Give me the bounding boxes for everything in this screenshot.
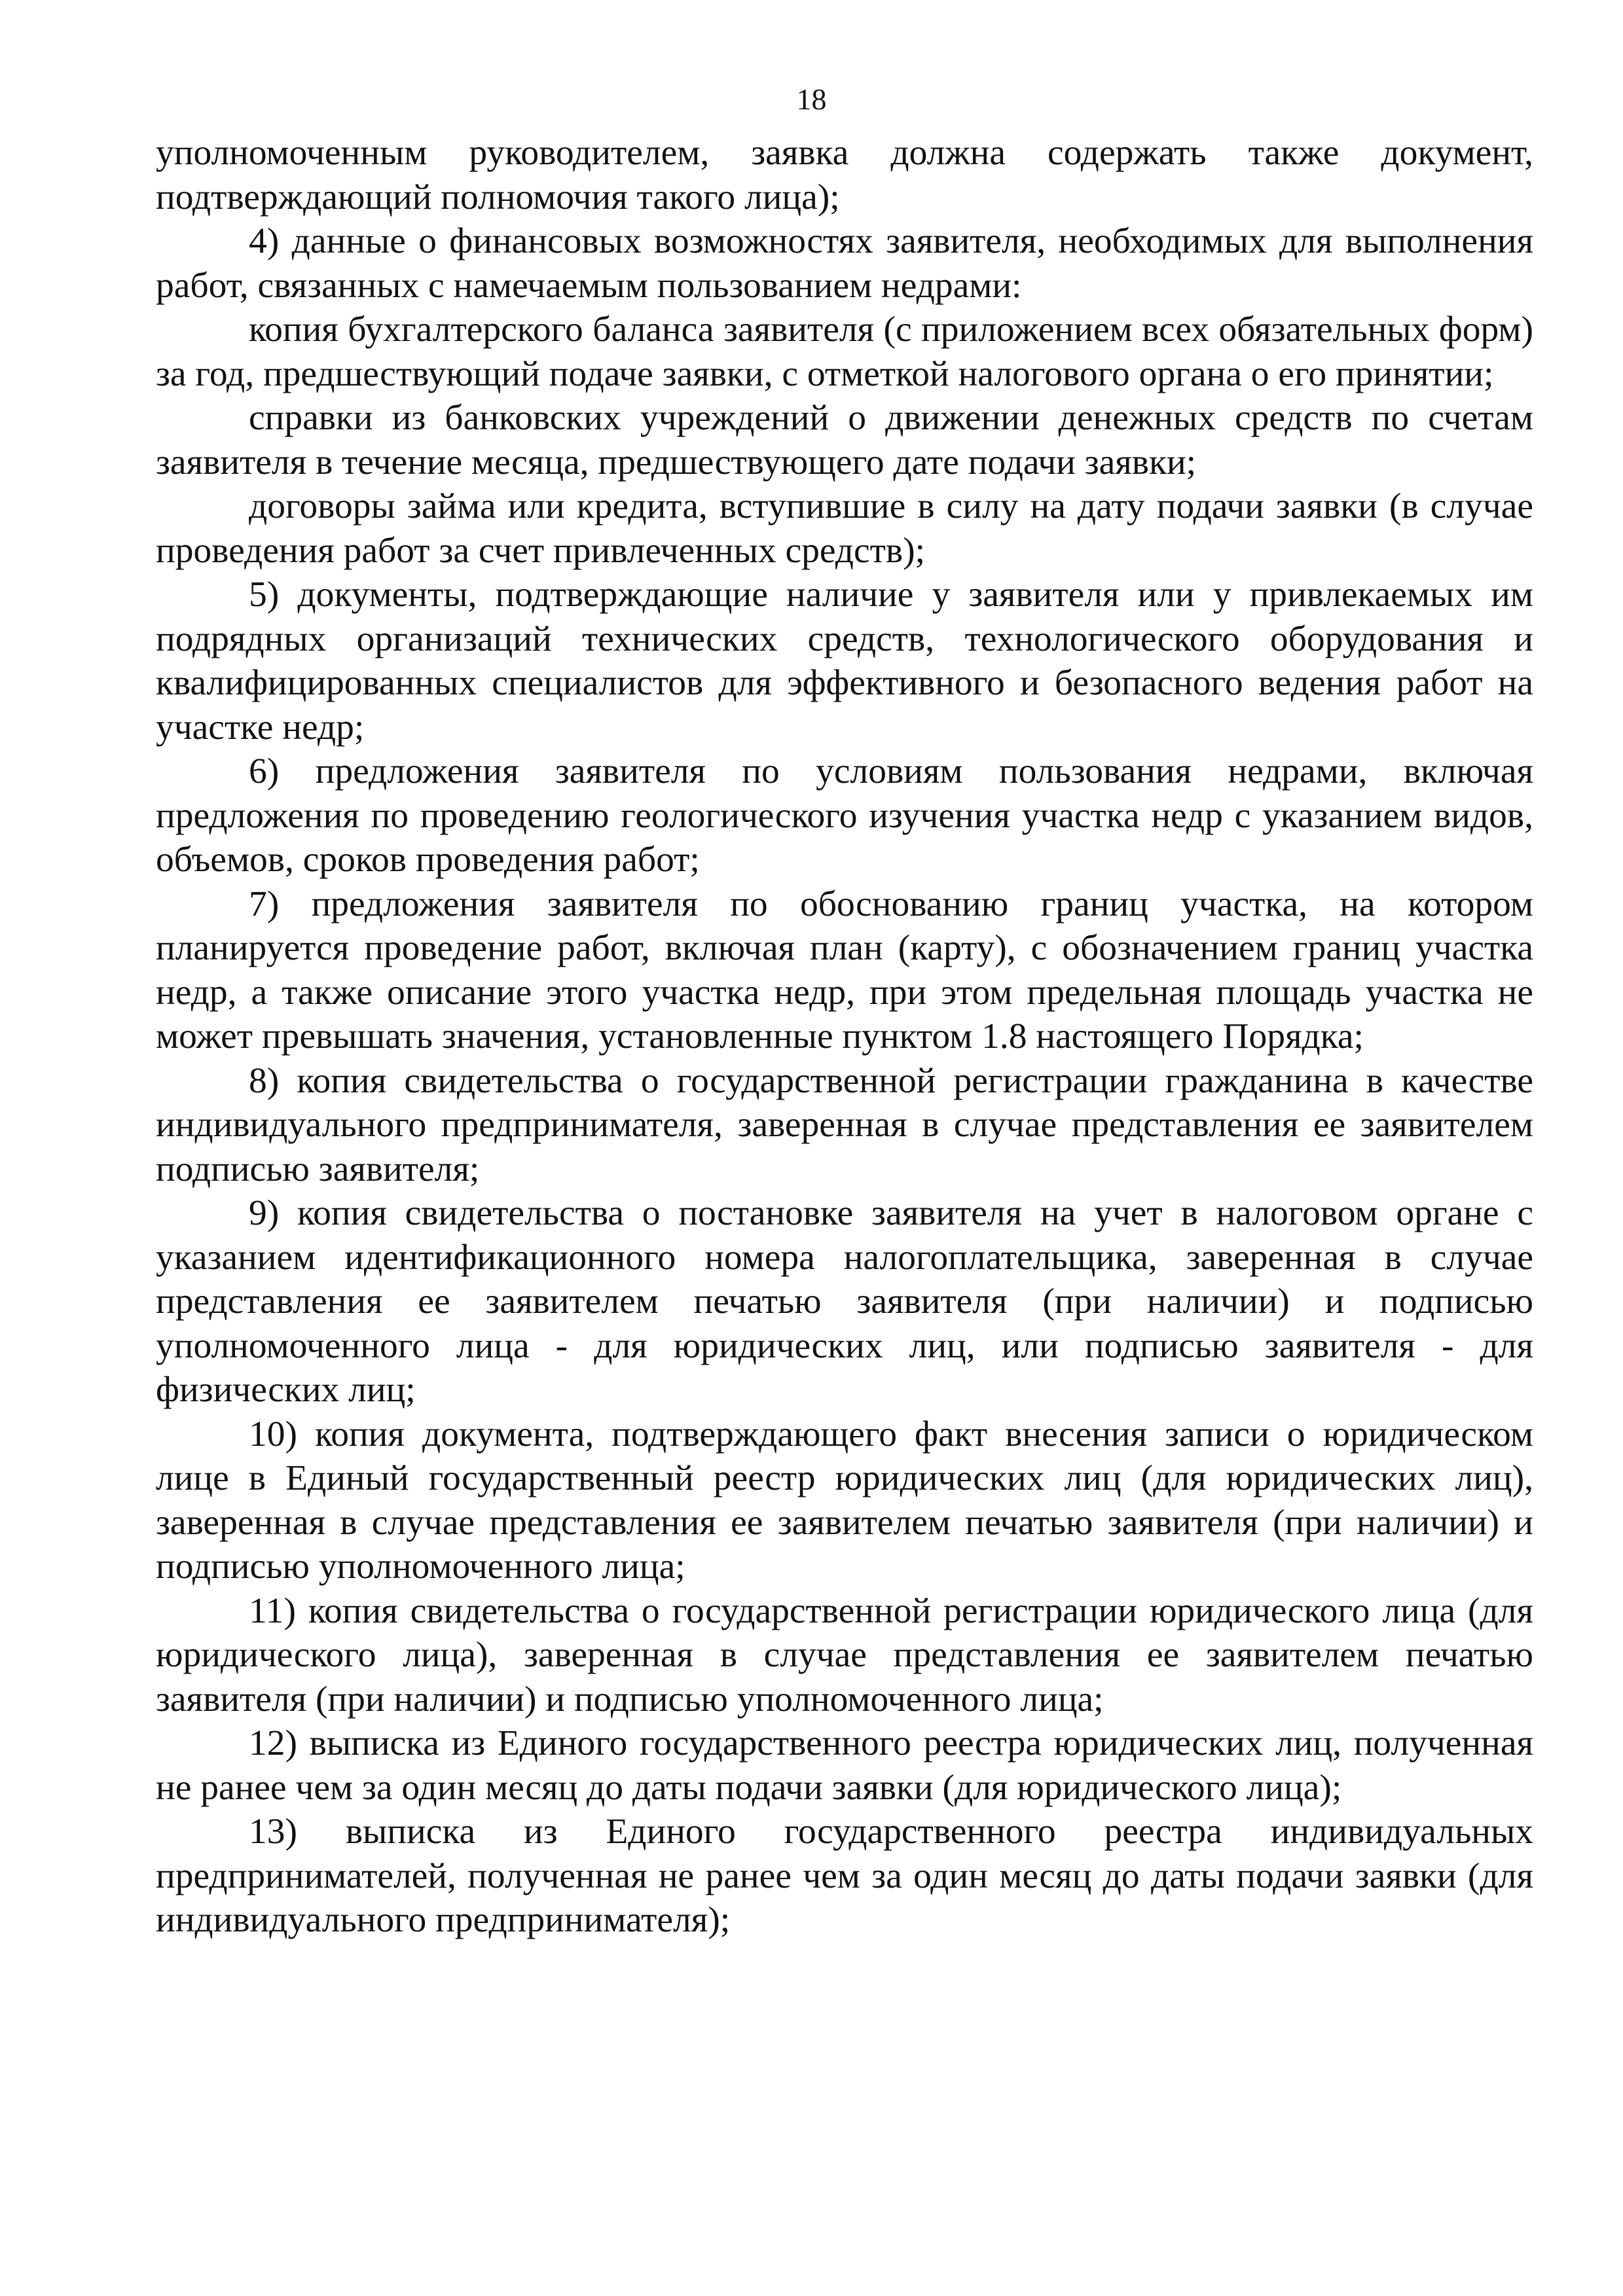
paragraph-item-11: 11) копия свидетельства о государственной регистрации юридического лица (для юридического лица), заверенная в случае представления ее заявителем печатью заявителя (при наличии) и подписью уполномоченного лица; bbox=[156, 1590, 1533, 1719]
paragraph-item-8: 8) копия свидетельства о государственной регистрации гражданина в качестве индивидуального предпринимателя, заверенная в случае представления ее заявителем подписью заявителя; bbox=[156, 1060, 1533, 1189]
document-body bbox=[156, 131, 1533, 1943]
paragraph-item-4: 4) данные о финансовых возможностях заявителя, необходимых для выполнения работ, связанных с намечаемым пользованием недрами: bbox=[156, 221, 1533, 306]
paragraph-item-12: 12) выписка из Единого государственного реестра юридических лиц, полученная не ранее чем за один месяц до даты подачи заявки (для юридического лица); bbox=[156, 1723, 1533, 1808]
paragraph-item-4-bank: справки из банковских учреждений о движении денежных средств по счетам заявителя в течение месяца, предшествующего дате подачи заявки; bbox=[156, 398, 1533, 482]
paragraph-item-5: 5) документы, подтверждающие наличие у заявителя или у привлекаемых им подрядных организаций технических средств, технологического оборудования и квалифицированных специалистов для эффективного и безопасного ведения работ на участке недр; bbox=[156, 575, 1533, 747]
paragraph-continuation: уполномоченным руководителем, заявка должна содержать также документ, подтверждающий полномочия такого лица); bbox=[156, 133, 1533, 217]
page-number: 18 bbox=[796, 82, 827, 116]
paragraph-item-9: 9) копия свидетельства о постановке заявителя на учет в налоговом органе с указанием идентификационного номера налогоплательщика, заверенная в случае представления ее заявителем печатью заявителя (при наличии) и подписью уполномоченного лица - для юридических лиц, или подписью заявителя - для физических лиц; bbox=[156, 1193, 1533, 1410]
paragraph-item-4-loans: договоры займа или кредита, вступившие в силу на дату подачи заявки (в случае проведения работ за счет привлеченных средств); bbox=[156, 486, 1533, 571]
paragraph-item-6: 6) предложения заявителя по условиям пользования недрами, включая предложения по проведению геологического изучения участка недр с указанием видов, объемов, сроков проведения работ; bbox=[156, 751, 1533, 880]
paragraph-item-10: 10) копия документа, подтверждающего факт внесения записи о юридическом лице в Единый государственный реестр юридических лиц (для юридических лиц), заверенная в случае представления ее заявителем печатью заявителя (при наличии) и подписью уполномоченного лица; bbox=[156, 1414, 1533, 1587]
paragraph-item-4-balance: копия бухгалтерского баланса заявителя (с приложением всех обязательных форм) за год, предшествующий подаче заявки, с отметкой налогового органа о его принятии; bbox=[156, 310, 1533, 394]
paragraph-item-13: 13) выписка из Единого государственного реестра индивидуальных предпринимателей, полученная не ранее чем за один месяц до даты подачи заявки (для индивидуального предпринимателя); bbox=[156, 1812, 1533, 1940]
paragraph-item-7: 7) предложения заявителя по обоснованию границ участка, на котором планируется проведение работ, включая план (карту), с обозначением границ участка недр, а также описание этого участка недр, при этом предельная площадь участка не может превышать значения, установленные пунктом 1.8 настоящего Порядка; bbox=[156, 884, 1533, 1056]
